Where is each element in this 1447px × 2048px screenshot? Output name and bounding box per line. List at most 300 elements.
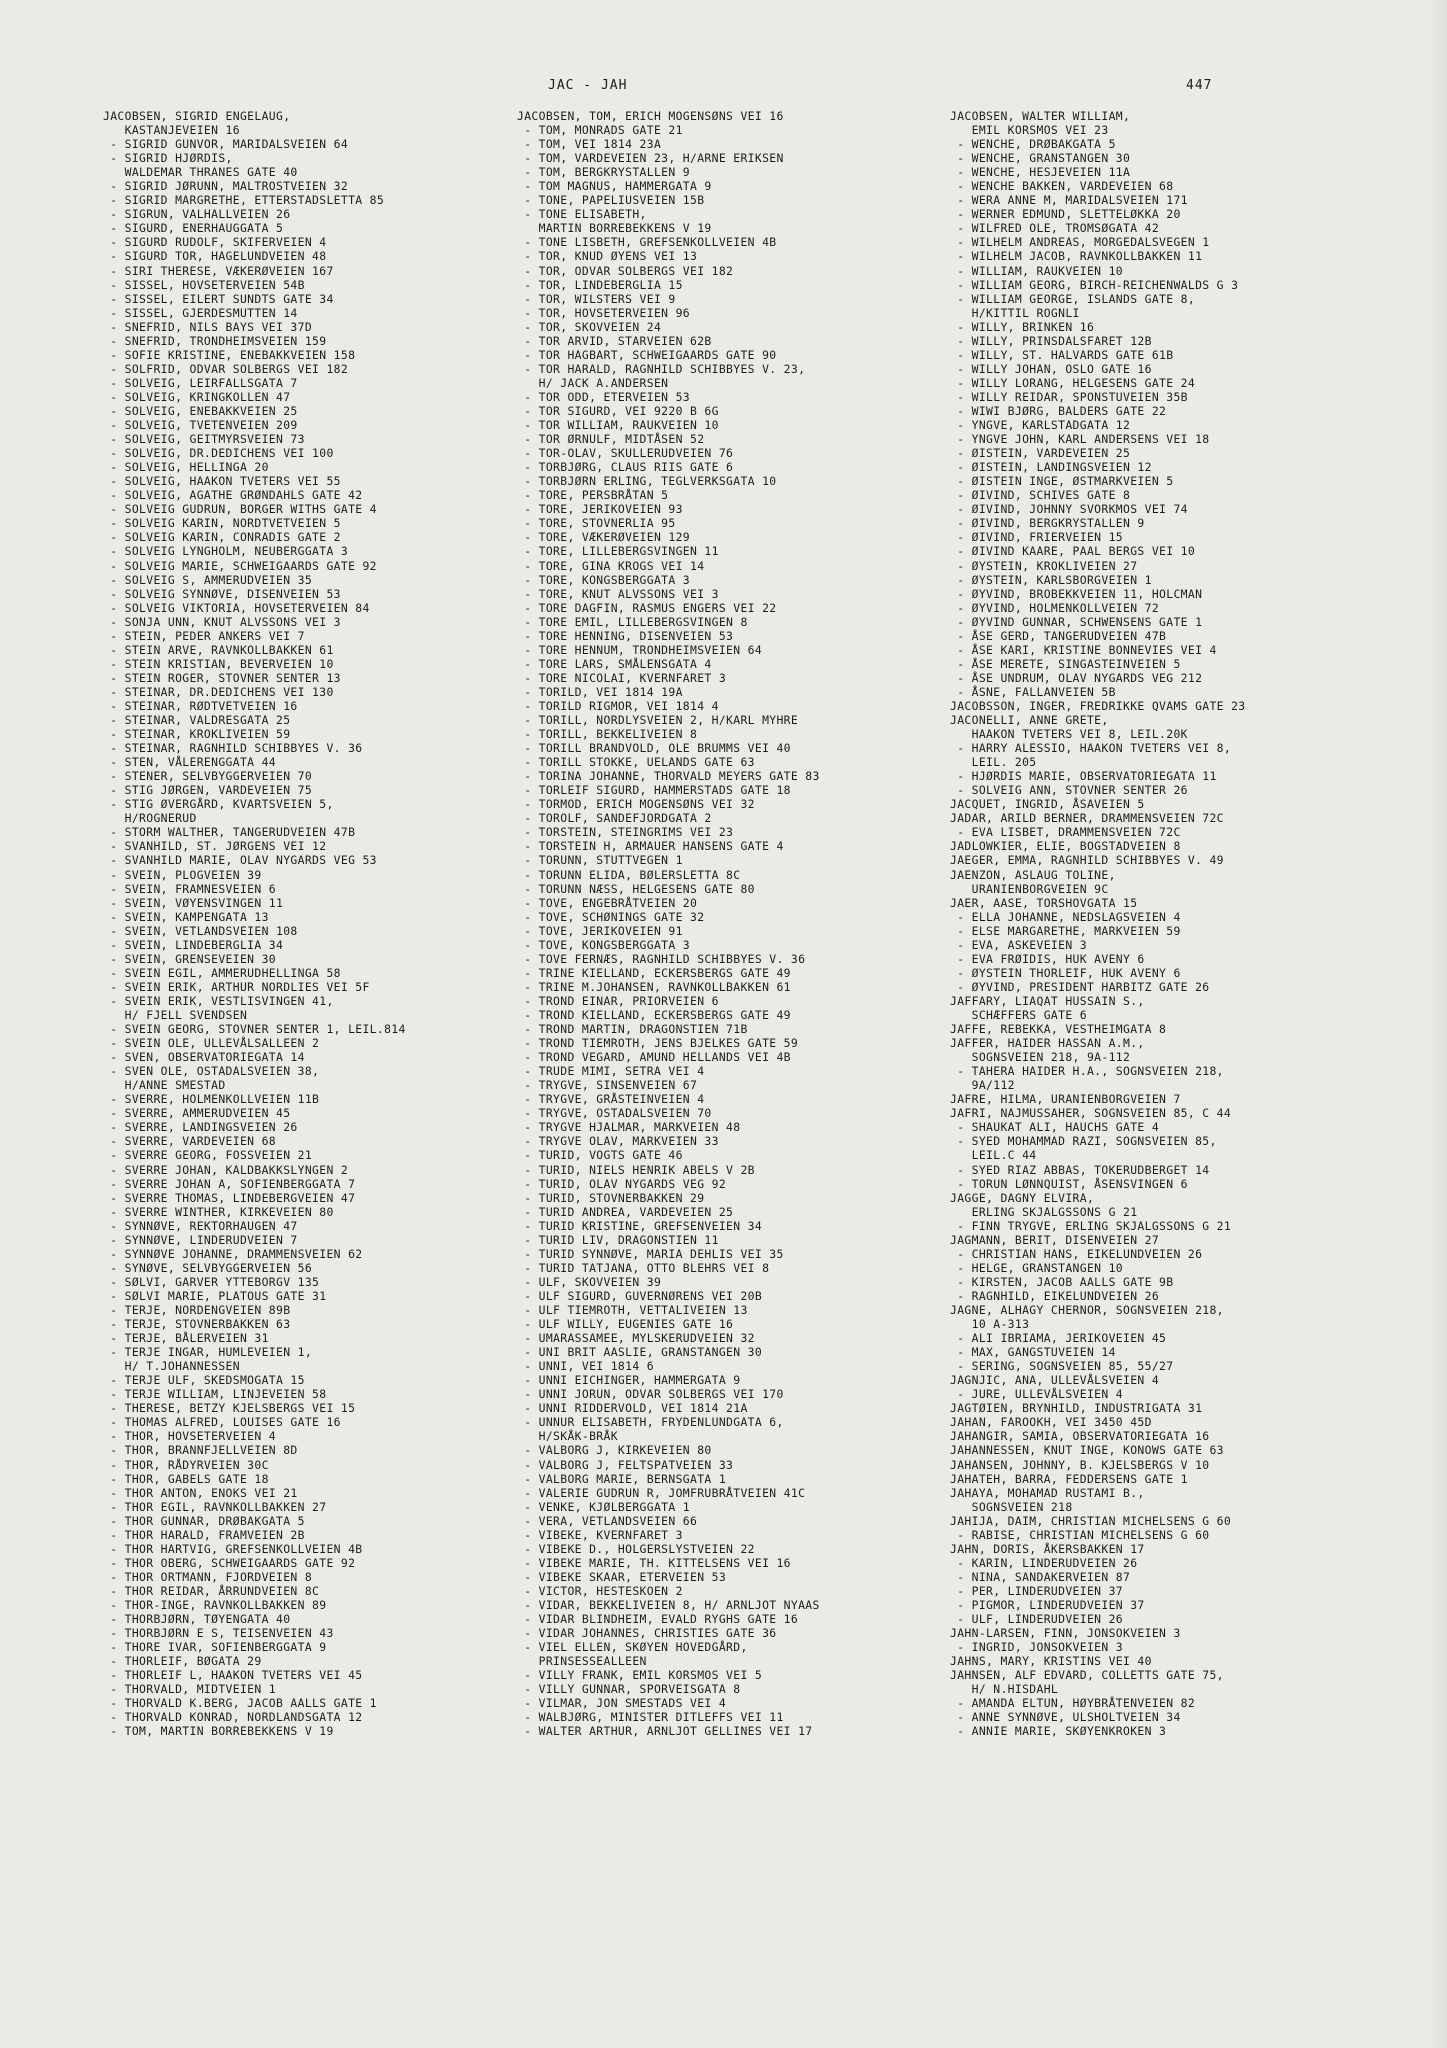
directory-entry: H/ T.JOHANNESSEN bbox=[103, 1359, 240, 1374]
directory-entry: - SOLVEIG, LEIRFALLSGATA 7 bbox=[103, 375, 298, 390]
directory-entry: - TOM, VEI 1814 23A bbox=[517, 137, 662, 152]
scan-edge-shadow bbox=[1427, 0, 1447, 2048]
directory-entry: - SVEIN GEORG, STOVNER SENTER 1, LEIL.814 bbox=[103, 1022, 406, 1037]
directory-entry: - WILLY, PRINSDALSFARET 12B bbox=[950, 333, 1152, 348]
directory-entry: - TOVE FERNÆS, RAGNHILD SCHIBBYES V. 36 bbox=[517, 951, 806, 966]
directory-entry: - ØIVIND, BERGKRYSTALLEN 9 bbox=[950, 516, 1145, 531]
directory-entry: - TOVE, JERIKOVEIEN 91 bbox=[517, 923, 683, 938]
directory-entry: - SOFIE KRISTINE, ENEBAKKVEIEN 158 bbox=[103, 347, 356, 362]
directory-entry: - THORLEIF, BØGATA 29 bbox=[103, 1654, 262, 1669]
directory-entry: - ØYVIND GUNNAR, SCHWENSENS GATE 1 bbox=[950, 614, 1203, 629]
directory-entry: - SØLVI MARIE, PLATOUS GATE 31 bbox=[103, 1288, 327, 1303]
directory-entry: - TOR-OLAV, SKULLERUDVEIEN 76 bbox=[517, 446, 734, 461]
directory-entry: H/SKÅK-BRÅK bbox=[517, 1429, 618, 1444]
directory-entry: - ULF WILLY, EUGENIES GATE 16 bbox=[517, 1317, 734, 1332]
directory-entry: - TORSTEIN H, ARMAUER HANSENS GATE 4 bbox=[517, 839, 784, 854]
directory-entry: - SVEIN, KAMPENGATA 13 bbox=[103, 909, 269, 924]
directory-entry: - SNEFRID, NILS BAYS VEI 37D bbox=[103, 319, 313, 334]
directory-entry: - SVERRE, AMMERUDVEIEN 45 bbox=[103, 1106, 291, 1121]
directory-entry: - TOR ODD, ETERVEIEN 53 bbox=[517, 389, 690, 404]
directory-entry: - TOR WILLIAM, RAUKVEIEN 10 bbox=[517, 418, 719, 433]
directory-entry: - TORE, KONGSBERGGATA 3 bbox=[517, 572, 690, 587]
directory-entry: JAFRE, HILMA, URANIENBORGVEIEN 7 bbox=[950, 1092, 1181, 1107]
directory-entry: - ØIVIND, SCHIVES GATE 8 bbox=[950, 488, 1131, 503]
directory-entry: JAFFARY, LIAQAT HUSSAIN S., bbox=[950, 993, 1145, 1008]
directory-entry: - TOM, VARDEVEIEN 23, H/ARNE ERIKSEN bbox=[517, 151, 784, 166]
directory-entry: H/ JACK A.ANDERSEN bbox=[517, 375, 669, 390]
directory-entry: - THOR, RÅDYRVEIEN 30C bbox=[103, 1457, 269, 1472]
directory-entry: - SVERRE GEORG, FOSSVEIEN 21 bbox=[103, 1148, 313, 1163]
directory-entry: - HJØRDIS MARIE, OBSERVATORIEGATA 11 bbox=[950, 769, 1217, 784]
directory-entry: - TOR, WILSTERS VEI 9 bbox=[517, 291, 676, 306]
directory-entry: - ØIVIND, FRIERVEIEN 15 bbox=[950, 530, 1123, 545]
directory-entry: JAHANNESSEN, KNUT INGE, KONOWS GATE 63 bbox=[950, 1443, 1224, 1458]
directory-entry: - VIBEKE D., HOLGERSLYSTVEIEN 22 bbox=[517, 1541, 755, 1556]
directory-entry: H/ FJELL SVENDSEN bbox=[103, 1008, 248, 1022]
directory-entry: - ØIVIND, JOHNNY SVORKMOS VEI 74 bbox=[950, 502, 1188, 517]
directory-entry: - SVERRE WINTHER, KIRKEVEIEN 80 bbox=[103, 1204, 334, 1219]
directory-entry: - SOLVEIG S, AMMERUDVEIEN 35 bbox=[103, 572, 313, 587]
directory-entry: WALDEMAR THRANES GATE 40 bbox=[103, 165, 298, 180]
directory-entry: - SVEIN ERIK, VESTLISVINGEN 41, bbox=[103, 993, 334, 1008]
directory-entry: - WENCHE BAKKEN, VARDEVEIEN 68 bbox=[950, 179, 1174, 194]
directory-entry: - TAHERA HAIDER H.A., SOGNSVEIEN 218, bbox=[950, 1064, 1224, 1079]
directory-entry: - STEINAR, DR.DEDICHENS VEI 130 bbox=[103, 684, 334, 699]
directory-entry: - WENCHE, GRANSTANGEN 30 bbox=[950, 151, 1131, 166]
directory-entry: - SIGRUN, VALHALLVEIEN 26 bbox=[103, 207, 291, 222]
directory-entry: JAGNE, ALHAGY CHERNOR, SOGNSVEIEN 218, bbox=[950, 1302, 1224, 1317]
directory-entry: - SVEIN ERIK, ARTHUR NORDLIES VEI 5F bbox=[103, 979, 370, 994]
directory-column-left bbox=[103, 109, 543, 1738]
directory-entry: - SIGRID MARGRETHE, ETTERSTADSLETTA 85 bbox=[103, 193, 385, 208]
directory-entry: - TORILL, NORDLYSVEIEN 2, H/KARL MYHRE bbox=[517, 713, 799, 728]
directory-entry: - SVEIN EGIL, AMMERUDHELLINGA 58 bbox=[103, 965, 341, 980]
directory-entry: - THOMAS ALFRED, LOUISES GATE 16 bbox=[103, 1415, 341, 1430]
directory-entry: - TERJE WILLIAM, LINJEVEIEN 58 bbox=[103, 1387, 327, 1402]
directory-entry: - SOLVEIG, TVETENVEIEN 209 bbox=[103, 418, 298, 433]
directory-entry: PRINSESSEALLEEN bbox=[517, 1654, 647, 1669]
directory-entry: - SOLVEIG ANN, STOVNER SENTER 26 bbox=[950, 783, 1188, 798]
directory-entry: - THORVALD K.BERG, JACOB AALLS GATE 1 bbox=[103, 1696, 377, 1711]
directory-entry: JACONELLI, ANNE GRETE, bbox=[950, 713, 1109, 728]
directory-entry: - VIBEKE SKAAR, ETERVEIEN 53 bbox=[517, 1569, 727, 1584]
directory-entry: - NINA, SANDAKERVEIEN 87 bbox=[950, 1569, 1131, 1584]
directory-entry: - HELGE, GRANSTANGEN 10 bbox=[950, 1260, 1123, 1275]
directory-entry: - TORMOD, ERICH MOGENSØNS VEI 32 bbox=[517, 797, 755, 812]
directory-entry: - TRYGVE HJALMAR, MARKVEIEN 48 bbox=[517, 1120, 741, 1135]
page-number: 447 bbox=[1186, 78, 1213, 93]
directory-entry: H/ROGNERUD bbox=[103, 811, 197, 826]
directory-entry: - TRUDE MIMI, SETRA VEI 4 bbox=[517, 1064, 705, 1079]
directory-entry: JAHANSEN, JOHNNY, B. KJELSBERGS V 10 bbox=[950, 1457, 1210, 1472]
directory-entry: - THOR, GABELS GATE 18 bbox=[103, 1471, 269, 1486]
directory-entry: - WENCHE, HESJEVEIEN 11A bbox=[950, 165, 1131, 180]
directory-entry: - CHRISTIAN HANS, EIKELUNDVEIEN 26 bbox=[950, 1246, 1203, 1261]
directory-entry: - VALBORG MARIE, BERNSGATA 1 bbox=[517, 1471, 727, 1486]
directory-entry: JAHNSEN, ALF EDVARD, COLLETTS GATE 75, bbox=[950, 1668, 1224, 1683]
directory-entry: - TONE ELISABETH, bbox=[517, 207, 647, 222]
directory-entry: - STEINAR, VALDRESGATA 25 bbox=[103, 713, 291, 728]
directory-entry: - TORUNN, STUTTVEGEN 1 bbox=[517, 853, 683, 868]
directory-entry: JAHN-LARSEN, FINN, JONSOKVEIEN 3 bbox=[950, 1626, 1181, 1641]
directory-entry: - TOM, MARTIN BORREBEKKENS V 19 bbox=[103, 1724, 334, 1739]
directory-entry: - THOR ORTMANN, FJORDVEIEN 8 bbox=[103, 1569, 313, 1584]
directory-entry: - TORE DAGFIN, RASMUS ENGERS VEI 22 bbox=[517, 600, 777, 615]
directory-entry: - ÅSE GERD, TANGERUDVEIEN 47B bbox=[950, 628, 1167, 643]
directory-entry: - TOR, LINDEBERGLIA 15 bbox=[517, 277, 683, 292]
directory-entry: - SVERRE JOHAN, KALDBAKKSLYNGEN 2 bbox=[103, 1162, 349, 1177]
directory-entry: - TROND MARTIN, DRAGONSTIEN 71B bbox=[517, 1022, 748, 1037]
directory-entry: H/ N.HISDAHL bbox=[950, 1682, 1059, 1697]
directory-entry: JADAR, ARILD BERNER, DRAMMENSVEIEN 72C bbox=[950, 811, 1224, 826]
directory-entry: - STEINAR, KROKLIVEIEN 59 bbox=[103, 727, 291, 742]
directory-entry: - SNEFRID, TRONDHEIMSVEIEN 159 bbox=[103, 333, 327, 348]
directory-entry: JAHAYA, MOHAMAD RUSTAMI B., bbox=[950, 1485, 1145, 1500]
directory-entry: - TOVE, KONGSBERGGATA 3 bbox=[517, 937, 690, 952]
directory-entry: LEIL. 205 bbox=[950, 755, 1037, 770]
directory-entry: - SVEIN, FRAMNESVEIEN 6 bbox=[103, 881, 276, 896]
directory-entry: - TOR HAGBART, SCHWEIGAARDS GATE 90 bbox=[517, 347, 777, 362]
directory-entry: - WILLY, BRINKEN 16 bbox=[950, 319, 1095, 334]
directory-entry: - SISSEL, EILERT SUNDTS GATE 34 bbox=[103, 291, 334, 306]
directory-entry: - UNNI EICHINGER, HAMMERGATA 9 bbox=[517, 1373, 741, 1388]
directory-entry: - VIDAR JOHANNES, CHRISTIES GATE 36 bbox=[517, 1626, 777, 1641]
directory-entry: - SVEIN OLE, ULLEVÅLSALLEEN 2 bbox=[103, 1036, 320, 1051]
directory-entry: - ØYVIND, BROBEKKVEIEN 11, HOLCMAN bbox=[950, 586, 1203, 601]
directory-entry: - TORE, VÆKERØVEIEN 129 bbox=[517, 530, 690, 545]
directory-entry: - TROND VEGARD, AMUND HELLANDS VEI 4B bbox=[517, 1050, 791, 1065]
directory-entry: - THOR REIDAR, ÅRRUNDVEIEN 8C bbox=[103, 1583, 320, 1598]
directory-entry: JACOBSEN, SIGRID ENGELAUG, bbox=[103, 109, 291, 123]
directory-entry: - VALERIE GUDRUN R, JOMFRUBRÅTVEIEN 41C bbox=[517, 1485, 806, 1500]
directory-entry: - THOR EGIL, RAVNKOLLBAKKEN 27 bbox=[103, 1499, 327, 1514]
directory-entry: - TOR, KNUD ØYENS VEI 13 bbox=[517, 249, 698, 264]
directory-entry: - ULF TIEMROTH, VETTALIVEIEN 13 bbox=[517, 1302, 748, 1317]
directory-entry: - EVA FRØIDIS, HUK AVENY 6 bbox=[950, 951, 1145, 966]
directory-entry: - TORBJØRN ERLING, TEGLVERKSGATA 10 bbox=[517, 474, 777, 489]
directory-entry: - TERJE INGAR, HUMLEVEIEN 1, bbox=[103, 1345, 313, 1360]
directory-entry: - TURID TATJANA, OTTO BLEHRS VEI 8 bbox=[517, 1260, 770, 1275]
directory-entry: - TURID LIV, DRAGONSTIEN 11 bbox=[517, 1232, 719, 1247]
directory-entry: - TORILD, VEI 1814 19A bbox=[517, 684, 683, 699]
directory-entry: - TORILD RIGMOR, VEI 1814 4 bbox=[517, 698, 719, 713]
directory-entry: - WALTER ARTHUR, ARNLJOT GELLINES VEI 17 bbox=[517, 1724, 813, 1739]
directory-entry: - ØISTEIN, LANDINGSVEIEN 12 bbox=[950, 460, 1152, 475]
directory-entry: - SOLVEIG VIKTORIA, HOVSETERVEIEN 84 bbox=[103, 600, 370, 615]
directory-entry: - TORUNN NÆSS, HELGESENS GATE 80 bbox=[517, 881, 755, 896]
directory-entry: JAHATEH, BARRA, FEDDERSENS GATE 1 bbox=[950, 1471, 1188, 1486]
directory-entry: JAGNJIC, ANA, ULLEVÅLSVEIEN 4 bbox=[950, 1373, 1160, 1388]
directory-entry: JAGMANN, BERIT, DISENVEIEN 27 bbox=[950, 1232, 1160, 1247]
directory-entry: - SVEN OLE, OSTADALSVEIEN 38, bbox=[103, 1064, 320, 1079]
directory-entry: JAHANGIR, SAMIA, OBSERVATORIEGATA 16 bbox=[950, 1429, 1210, 1444]
directory-entry: SCHÆFFERS GATE 6 bbox=[950, 1008, 1087, 1022]
directory-entry: - THORLEIF L, HAAKON TVETERS VEI 45 bbox=[103, 1668, 363, 1683]
directory-entry: EMIL KORSMOS VEI 23 bbox=[950, 123, 1109, 138]
directory-entry: - TOR, HOVSETERVEIEN 96 bbox=[517, 305, 690, 320]
directory-entry: - WENCHE, DRØBAKGATA 5 bbox=[950, 137, 1116, 152]
directory-entry: - TORE NICOLAI, KVERNFARET 3 bbox=[517, 670, 727, 685]
directory-entry: - ØYSTEIN, KROKLIVEIEN 27 bbox=[950, 558, 1138, 573]
directory-entry: - TONE, PAPELIUSVEIEN 15B bbox=[517, 193, 705, 208]
directory-entry: - PER, LINDERUDVEIEN 37 bbox=[950, 1583, 1123, 1598]
directory-entry: - TROND TIEMROTH, JENS BJELKES GATE 59 bbox=[517, 1036, 799, 1051]
directory-entry: - TURID KRISTINE, GREFSENVEIEN 34 bbox=[517, 1218, 763, 1233]
directory-entry: - WILLY, ST. HALVARDS GATE 61B bbox=[950, 347, 1174, 362]
directory-entry: - THOR, BRANNFJELLVEIEN 8D bbox=[103, 1443, 298, 1458]
directory-entry: - ELLA JOHANNE, NEDSLAGSVEIEN 4 bbox=[950, 909, 1181, 924]
directory-entry: - SVEIN, VETLANDSVEIEN 108 bbox=[103, 923, 298, 938]
directory-entry: - VILLY FRANK, EMIL KORSMOS VEI 5 bbox=[517, 1668, 763, 1683]
directory-entry: - SYNØVE, SELVBYGGERVEIEN 56 bbox=[103, 1260, 313, 1275]
directory-entry: - TERJE ULF, SKEDSMOGATA 15 bbox=[103, 1373, 305, 1388]
directory-entry: - STEIN, PEDER ANKERS VEI 7 bbox=[103, 628, 305, 643]
directory-entry: H/KITTIL ROGNLI bbox=[950, 305, 1080, 320]
directory-entry: - TOR SIGURD, VEI 9220 B 6G bbox=[517, 403, 719, 418]
directory-entry: - UNNUR ELISABETH, FRYDENLUNDGATA 6, bbox=[517, 1415, 784, 1430]
directory-entry: - TERJE, NORDENGVEIEN 89B bbox=[103, 1302, 291, 1317]
directory-entry: - SYNNØVE, LINDERUDVEIEN 7 bbox=[103, 1232, 298, 1247]
directory-entry: JAHIJA, DAIM, CHRISTIAN MICHELSENS G 60 bbox=[950, 1513, 1232, 1528]
directory-entry: - TORSTEIN, STEINGRIMS VEI 23 bbox=[517, 825, 734, 840]
directory-entry: - TOR HARALD, RAGNHILD SCHIBBYES V. 23, bbox=[517, 361, 806, 376]
directory-entry: - TRYGVE OLAV, MARKVEIEN 33 bbox=[517, 1134, 719, 1149]
directory-entry: - THORBJØRN E S, TEISENVEIEN 43 bbox=[103, 1626, 334, 1641]
directory-entry: - THOR ANTON, ENOKS VEI 21 bbox=[103, 1485, 298, 1500]
directory-entry: - ØYSTEIN THORLEIF, HUK AVENY 6 bbox=[950, 965, 1181, 980]
directory-entry: - UNI BRIT AASLIE, GRANSTANGEN 30 bbox=[517, 1345, 763, 1360]
directory-entry: - TORUNN ELIDA, BØLERSLETTA 8C bbox=[517, 867, 741, 882]
directory-entry: - VALBORG J, FELTSPATVEIEN 33 bbox=[517, 1457, 734, 1472]
directory-entry: 10 A-313 bbox=[950, 1317, 1030, 1332]
directory-entry: - THOR GUNNAR, DRØBAKGATA 5 bbox=[103, 1513, 305, 1528]
directory-entry: - TORE, KNUT ALVSSONS VEI 3 bbox=[517, 586, 719, 601]
directory-entry: - ULF SIGURD, GUVERNØRENS VEI 20B bbox=[517, 1288, 763, 1303]
directory-entry: - TORUN LØNNQUIST, ÅSENSVINGEN 6 bbox=[950, 1176, 1188, 1191]
directory-entry: - SIRI THERESE, VÆKERØVEIEN 167 bbox=[103, 263, 334, 278]
directory-entry: JADLOWKIER, ELIE, BOGSTADVEIEN 8 bbox=[950, 839, 1181, 854]
directory-entry: - ÅSE MERETE, SINGASTEINVEIEN 5 bbox=[950, 656, 1181, 671]
directory-entry: - THORVALD, MIDTVEIEN 1 bbox=[103, 1682, 276, 1697]
directory-entry: - EVA, ASKEVEIEN 3 bbox=[950, 937, 1087, 952]
directory-entry: - AMANDA ELTUN, HØYBRÅTENVEIEN 82 bbox=[950, 1696, 1196, 1711]
directory-entry: - VERA, VETLANDSVEIEN 66 bbox=[517, 1513, 698, 1528]
directory-entry: - UNNI, VEI 1814 6 bbox=[517, 1359, 654, 1374]
directory-entry: - STEN, VÅLERENGGATA 44 bbox=[103, 755, 276, 770]
directory-entry: - THORVALD KONRAD, NORDLANDSGATA 12 bbox=[103, 1710, 363, 1725]
directory-entry: JACQUET, INGRID, ÅSAVEIEN 5 bbox=[950, 797, 1145, 812]
directory-entry: - PIGMOR, LINDERUDVEIEN 37 bbox=[950, 1597, 1145, 1612]
directory-entry: - ØYSTEIN, KARLSBORGVEIEN 1 bbox=[950, 572, 1152, 587]
directory-entry: - UNNI JORUN, ODVAR SOLBERGS VEI 170 bbox=[517, 1387, 784, 1402]
directory-entry: - SVEIN, VØYENSVINGEN 11 bbox=[103, 895, 284, 910]
directory-entry: - TORE LARS, SMÅLENSGATA 4 bbox=[517, 656, 712, 671]
directory-entry: - TRINE KIELLAND, ECKERSBERGS GATE 49 bbox=[517, 965, 791, 980]
directory-entry: JAFFE, REBEKKA, VESTHEIMGATA 8 bbox=[950, 1022, 1167, 1037]
directory-entry: - TOM MAGNUS, HAMMERGATA 9 bbox=[517, 179, 712, 194]
directory-entry: JAGGE, DAGNY ELVIRA, bbox=[950, 1190, 1095, 1205]
directory-entry: JAHAN, FAROOKH, VEI 3450 45D bbox=[950, 1415, 1152, 1430]
directory-entry: - THOR, HOVSETERVEIEN 4 bbox=[103, 1429, 276, 1444]
directory-entry: - TROND KIELLAND, ECKERSBERGS GATE 49 bbox=[517, 1008, 791, 1022]
directory-entry: - SHAUKAT ALI, HAUCHS GATE 4 bbox=[950, 1120, 1160, 1135]
directory-entry: - ÅSNE, FALLANVEIEN 5B bbox=[950, 684, 1116, 699]
directory-entry: - STORM WALTHER, TANGERUDVEIEN 47B bbox=[103, 825, 356, 840]
directory-entry: - TORILL BRANDVOLD, OLE BRUMMS VEI 40 bbox=[517, 741, 791, 756]
directory-entry: - TURID, OLAV NYGARDS VEG 92 bbox=[517, 1176, 727, 1191]
directory-entry: - SVEIN, PLOGVEIEN 39 bbox=[103, 867, 262, 882]
directory-entry: - SOLVEIG LYNGHOLM, NEUBERGGATA 3 bbox=[103, 544, 349, 559]
directory-entry: - WILHELM ANDREAS, MORGEDALSVEGEN 1 bbox=[950, 235, 1210, 250]
directory-entry: LEIL.C 44 bbox=[950, 1148, 1037, 1163]
directory-entry: - TOR ARVID, STARVEIEN 62B bbox=[517, 333, 712, 348]
directory-entry: - TRYGVE, GRÅSTEINVEIEN 4 bbox=[517, 1092, 705, 1107]
directory-entry: - SOLVEIG, GEITMYRSVEIEN 73 bbox=[103, 432, 305, 447]
directory-entry: - ANNIE MARIE, SKØYENKROKEN 3 bbox=[950, 1724, 1167, 1739]
directory-entry: - SOLVEIG, HAAKON TVETERS VEI 55 bbox=[103, 474, 341, 489]
directory-entry: - TOVE, ENGEBRÅTVEIEN 20 bbox=[517, 895, 698, 910]
directory-entry: - SOLVEIG KARIN, NORDTVETVEIEN 5 bbox=[103, 516, 341, 531]
directory-entry: JAFFER, HAIDER HASSAN A.M., bbox=[950, 1036, 1145, 1051]
directory-entry: - TOR, SKOVVEIEN 24 bbox=[517, 319, 662, 334]
directory-entry: - EVA LISBET, DRAMMENSVEIEN 72C bbox=[950, 825, 1181, 840]
directory-entry: - WILLIAM GEORGE, ISLANDS GATE 8, bbox=[950, 291, 1196, 306]
directory-entry: - ØYVIND, HOLMENKOLLVEIEN 72 bbox=[950, 600, 1160, 615]
directory-column-middle bbox=[517, 109, 957, 1738]
directory-entry: - SYNNØVE JOHANNE, DRAMMENSVEIEN 62 bbox=[103, 1246, 363, 1261]
directory-entry: - WILLIAM, RAUKVEIEN 10 bbox=[950, 263, 1123, 278]
page-title: JAC - JAH bbox=[548, 78, 628, 93]
directory-entry: - SERING, SOGNSVEIEN 85, 55/27 bbox=[950, 1359, 1174, 1374]
directory-entry: - SOLVEIG GUDRUN, BORGER WITHS GATE 4 bbox=[103, 502, 377, 517]
directory-entry: - TORILL, BEKKELIVEIEN 8 bbox=[517, 727, 698, 742]
directory-entry: - TORE EMIL, LILLEBERGSVINGEN 8 bbox=[517, 614, 748, 629]
directory-entry: - VIBEKE, KVERNFARET 3 bbox=[517, 1527, 683, 1542]
directory-entry: - SONJA UNN, KNUT ALVSSONS VEI 3 bbox=[103, 614, 341, 629]
directory-entry: - TROND EINAR, PRIORVEIEN 6 bbox=[517, 993, 719, 1008]
directory-entry: - TORBJØRG, CLAUS RIIS GATE 6 bbox=[517, 460, 734, 475]
directory-column-right bbox=[950, 109, 1390, 1738]
directory-entry: - STIG ØVERGÅRD, KVARTSVEIEN 5, bbox=[103, 797, 334, 812]
directory-entry: KASTANJEVEIEN 16 bbox=[103, 123, 240, 138]
directory-entry: - SOLVEIG, HELLINGA 20 bbox=[103, 460, 269, 475]
directory-entry: URANIENBORGVEIEN 9C bbox=[950, 881, 1109, 896]
directory-entry: - INGRID, JONSOKVEIEN 3 bbox=[950, 1640, 1123, 1655]
directory-entry: - SVERRE, VARDEVEIEN 68 bbox=[103, 1134, 276, 1149]
directory-entry: - TORE, LILLEBERGSVINGEN 11 bbox=[517, 544, 719, 559]
directory-entry: - THOR-INGE, RAVNKOLLBAKKEN 89 bbox=[103, 1597, 327, 1612]
directory-entry: - RAGNHILD, EIKELUNDVEIEN 26 bbox=[950, 1288, 1160, 1303]
directory-entry: - TOR, ODVAR SOLBERGS VEI 182 bbox=[517, 263, 734, 278]
directory-entry: - SVERRE, HOLMENKOLLVEIEN 11B bbox=[103, 1092, 320, 1107]
directory-entry: - KIRSTEN, JACOB AALLS GATE 9B bbox=[950, 1274, 1174, 1289]
directory-entry: - SVERRE THOMAS, LINDEBERGVEIEN 47 bbox=[103, 1190, 356, 1205]
directory-entry: - TRINE M.JOHANSEN, RAVNKOLLBAKKEN 61 bbox=[517, 979, 791, 994]
directory-entry: - TOM, MONRADS GATE 21 bbox=[517, 123, 683, 138]
directory-entry: - VIDAR, BEKKELIVEIEN 8, H/ ARNLJOT NYAAS bbox=[517, 1597, 820, 1612]
directory-entry: - SVEIN, LINDEBERGLIA 34 bbox=[103, 937, 284, 952]
directory-entry: - SØLVI, GARVER YTTEBORGV 135 bbox=[103, 1274, 320, 1289]
directory-entry: - ALI IBRIAMA, JERIKOVEIEN 45 bbox=[950, 1331, 1167, 1346]
directory-entry: - WILLY REIDAR, SPONSTUVEIEN 35B bbox=[950, 389, 1188, 404]
directory-entry: - VILMAR, JON SMESTADS VEI 4 bbox=[517, 1696, 727, 1711]
directory-entry: - SVERRE JOHAN A, SOFIENBERGGATA 7 bbox=[103, 1176, 356, 1191]
directory-entry: - STEINAR, RØDTVETVEIEN 16 bbox=[103, 698, 298, 713]
directory-entry: - SIGURD RUDOLF, SKIFERVEIEN 4 bbox=[103, 235, 327, 250]
directory-entry: - TOVE, SCHØNINGS GATE 32 bbox=[517, 909, 705, 924]
directory-entry: - SIGURD, ENERHAUGGATA 5 bbox=[103, 221, 284, 236]
directory-entry: - SIGRID HJØRDIS, bbox=[103, 151, 233, 166]
directory-entry: - TORILL STOKKE, UELANDS GATE 63 bbox=[517, 755, 755, 770]
directory-entry: JACOBSSON, INGER, FREDRIKKE QVAMS GATE 23 bbox=[950, 698, 1246, 713]
directory-entry: - SYED MOHAMMAD RAZI, SOGNSVEIEN 85, bbox=[950, 1134, 1217, 1149]
directory-entry: JACOBSEN, TOM, ERICH MOGENSØNS VEI 16 bbox=[517, 109, 784, 123]
directory-entry: - SOLFRID, ODVAR SOLBERGS VEI 182 bbox=[103, 361, 349, 376]
directory-entry: - ØISTEIN INGE, ØSTMARKVEIEN 5 bbox=[950, 474, 1174, 489]
directory-entry: - SVERRE, LANDINGSVEIEN 26 bbox=[103, 1120, 298, 1135]
directory-entry: - JURE, ULLEVÅLSVEIEN 4 bbox=[950, 1387, 1123, 1402]
directory-entry: - TORE, STOVNERLIA 95 bbox=[517, 516, 676, 531]
directory-entry: - WALBJØRG, MINISTER DITLEFFS VEI 11 bbox=[517, 1710, 784, 1725]
directory-entry: SOGNSVEIEN 218 bbox=[950, 1499, 1073, 1514]
directory-entry: - TORE, JERIKOVEIEN 93 bbox=[517, 502, 683, 517]
directory-entry: - STENER, SELVBYGGERVEIEN 70 bbox=[103, 769, 313, 784]
directory-entry: - WILHELM JACOB, RAVNKOLLBAKKEN 11 bbox=[950, 249, 1203, 264]
page-header bbox=[0, 78, 1447, 98]
directory-entry: JAHNS, MARY, KRISTINS VEI 40 bbox=[950, 1654, 1152, 1669]
directory-entry: - TORINA JOHANNE, THORVALD MEYERS GATE 83 bbox=[517, 769, 820, 784]
directory-entry: - SVANHILD MARIE, OLAV NYGARDS VEG 53 bbox=[103, 853, 377, 868]
directory-entry: - TURID SYNNØVE, MARIA DEHLIS VEI 35 bbox=[517, 1246, 784, 1261]
directory-entry: JAER, AASE, TORSHOVGATA 15 bbox=[950, 895, 1138, 910]
directory-entry: - UNNI RIDDERVOLD, VEI 1814 21A bbox=[517, 1401, 748, 1416]
directory-entry: - UMARASSAMEE, MYLSKERUDVEIEN 32 bbox=[517, 1331, 755, 1346]
directory-entry: - SOLVEIG, AGATHE GRØNDAHLS GATE 42 bbox=[103, 488, 363, 503]
directory-entry: - SOLVEIG MARIE, SCHWEIGAARDS GATE 92 bbox=[103, 558, 377, 573]
directory-entry: - WILLY JOHAN, OSLO GATE 16 bbox=[950, 361, 1152, 376]
directory-entry: - VILLY GUNNAR, SPORVEISGATA 8 bbox=[517, 1682, 741, 1697]
directory-entry: - WERNER EDMUND, SLETTELØKKA 20 bbox=[950, 207, 1181, 222]
directory-entry: - VICTOR, HESTESKOEN 2 bbox=[517, 1583, 683, 1598]
directory-entry: - VIBEKE MARIE, TH. KITTELSENS VEI 16 bbox=[517, 1555, 791, 1570]
directory-entry: - TURID, STOVNERBAKKEN 29 bbox=[517, 1190, 705, 1205]
directory-entry: - TURID, NIELS HENRIK ABELS V 2B bbox=[517, 1162, 755, 1177]
directory-entry: - STIG JØRGEN, VARDEVEIEN 75 bbox=[103, 783, 313, 798]
directory-entry: SOGNSVEIEN 218, 9A-112 bbox=[950, 1050, 1131, 1065]
directory-entry: JAEGER, EMMA, RAGNHILD SCHIBBYES V. 49 bbox=[950, 853, 1224, 868]
directory-entry: - ANNE SYNNØVE, ULSHOLTVEIEN 34 bbox=[950, 1710, 1181, 1725]
directory-entry: - SOLVEIG SYNNØVE, DISENVEIEN 53 bbox=[103, 586, 341, 601]
directory-entry: - SVANHILD, ST. JØRGENS VEI 12 bbox=[103, 839, 327, 854]
directory-entry: - VIDAR BLINDHEIM, EVALD RYGHS GATE 16 bbox=[517, 1612, 799, 1627]
directory-entry: - TRYGVE, SINSENVEIEN 67 bbox=[517, 1078, 698, 1093]
directory-entry: - ØISTEIN, VARDEVEIEN 25 bbox=[950, 446, 1131, 461]
directory-entry: - THORBJØRN, TØYENGATA 40 bbox=[103, 1612, 291, 1627]
directory-entry: - ØIVIND KAARE, PAAL BERGS VEI 10 bbox=[950, 544, 1196, 559]
directory-entry: JACOBSEN, WALTER WILLIAM, bbox=[950, 109, 1131, 123]
directory-entry: - WILLIAM GEORG, BIRCH-REICHENWALDS G 3 bbox=[950, 277, 1239, 292]
directory-entry: - SVEIN, GRENSEVEIEN 30 bbox=[103, 951, 276, 966]
directory-entry: - ÅSE UNDRUM, OLAV NYGARDS VEG 212 bbox=[950, 670, 1203, 685]
directory-entry: - SOLVEIG KARIN, CONRADIS GATE 2 bbox=[103, 530, 341, 545]
directory-entry: - THOR HARALD, FRAMVEIEN 2B bbox=[103, 1527, 305, 1542]
directory-entry: - MAX, GANGSTUVEIEN 14 bbox=[950, 1345, 1116, 1360]
directory-entry: JAGTØIEN, BRYNHILD, INDUSTRIGATA 31 bbox=[950, 1401, 1203, 1416]
directory-entry: - SYED RIAZ ABBAS, TOKERUDBERGET 14 bbox=[950, 1162, 1210, 1177]
directory-entry: - SIGRID GUNVOR, MARIDALSVEIEN 64 bbox=[103, 137, 349, 152]
directory-entry: - KARIN, LINDERUDVEIEN 26 bbox=[950, 1555, 1138, 1570]
directory-entry: - THOR OBERG, SCHWEIGAARDS GATE 92 bbox=[103, 1555, 356, 1570]
